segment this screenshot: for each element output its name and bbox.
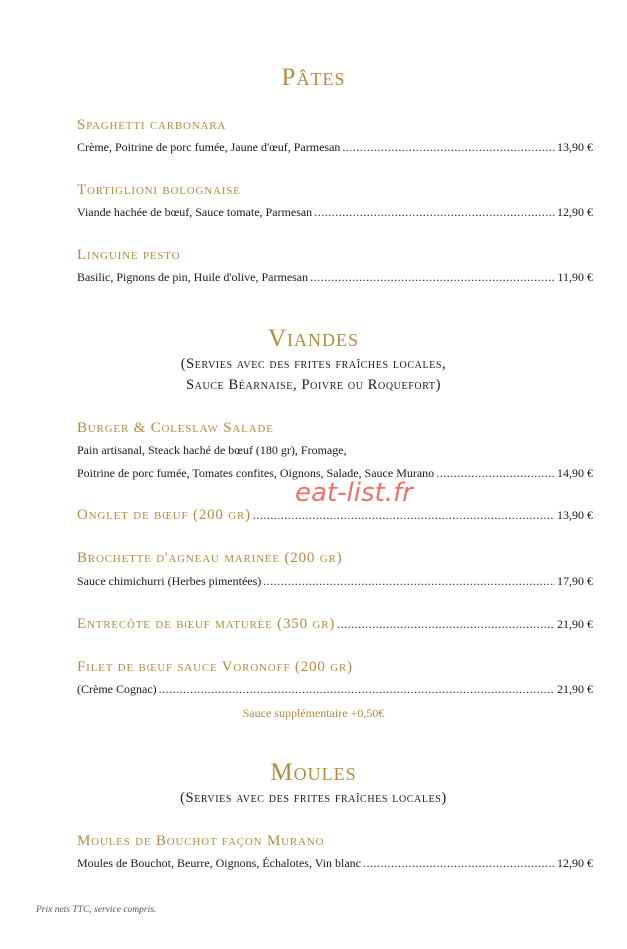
dish-price: 17,90 €	[557, 574, 593, 588]
dish-price: 11,90 €	[557, 270, 593, 284]
sauce-extra-note: Sauce supplémentaire +0,50€	[242, 706, 385, 720]
dot-leader	[314, 205, 555, 220]
section-note-viandes-2: Sauce Béarnaise, Poivre ou Roquefort)	[185, 377, 442, 393]
dish-line-entrecote	[77, 616, 593, 633]
dish-price: 14,90 €	[557, 466, 593, 480]
dish-name-burger: Burger & Coleslaw Salade	[77, 420, 274, 436]
section-note-moules: (Servies avec des frites fraîches locales)	[180, 790, 447, 806]
dot-leader	[310, 270, 555, 285]
dot-leader	[363, 856, 555, 871]
dish-name-tortiglioni: Tortiglioni bolognaise	[77, 182, 241, 198]
dish-price: 13,90 €	[557, 508, 593, 522]
dish-line-filet	[77, 682, 593, 697]
dish-description: Poitrine de porc fumée, Tomates confites, Oignons, Salade, Sauce Murano	[77, 466, 435, 480]
dish-line-spaghetti	[77, 140, 593, 155]
dish-name-entrecote: Entrecôte de bœuf maturée (350 gr)	[77, 616, 336, 632]
dish-name-linguine: Linguine pesto	[77, 247, 181, 263]
dish-line-linguine	[77, 270, 593, 285]
section-title-viandes: Viandes	[267, 325, 360, 352]
section-title-moules: Moules	[270, 759, 357, 786]
dish-description-burger-1: Pain artisanal, Steack haché de bœuf (180 gr), Fromage,	[77, 443, 347, 457]
dish-line-tortiglioni	[77, 205, 593, 220]
footer-note: Prix nets TTC, service compris.	[36, 905, 157, 915]
dish-name-spaghetti: Spaghetti carbonara	[77, 117, 227, 133]
dot-leader	[263, 574, 555, 589]
dish-price: 13,90 €	[557, 140, 593, 154]
dish-name-filet: Filet de bœuf sauce Voronoff (200 gr)	[77, 659, 353, 675]
watermark: eat-list.fr	[295, 478, 413, 508]
section-note-viandes-1: (Servies avec des frites fraîches locales,	[180, 356, 447, 372]
dot-leader	[159, 682, 555, 697]
dish-description: Moules de Bouchot, Beurre, Oignons, Échalotes, Vin blanc	[77, 856, 362, 870]
dot-leader	[436, 466, 555, 481]
dish-line-moules-bouchot	[77, 856, 593, 871]
dish-price: 12,90 €	[557, 856, 593, 870]
dot-leader	[342, 140, 555, 155]
dish-name-brochette: Brochette d'agneau marinée (200 gr)	[77, 550, 343, 566]
dish-line-onglet	[77, 507, 593, 524]
dish-price: 12,90 €	[557, 205, 593, 219]
dish-description: Basilic, Pignons de pin, Huile d'olive, Parmesan	[77, 270, 309, 284]
dish-name-moules-bouchot: Moules de Bouchot façon Murano	[77, 833, 325, 849]
section-title-pates: Pâtes	[281, 64, 346, 91]
dish-description: Crème, Poitrine de porc fumée, Jaune d'œuf, Parmesan	[77, 140, 341, 154]
dish-description: Viande hachée de bœuf, Sauce tomate, Parmesan	[77, 205, 313, 219]
dish-description: Sauce chimichurri (Herbes pimentées)	[77, 574, 262, 588]
dish-name-onglet: Onglet de bœuf (200 gr)	[77, 507, 251, 523]
dish-line-brochette	[77, 574, 593, 589]
dot-leader	[337, 617, 555, 632]
dish-description: (Crème Cognac)	[77, 682, 157, 696]
dish-price: 21,90 €	[557, 682, 593, 696]
dot-leader	[253, 508, 555, 523]
dish-price: 21,90 €	[557, 617, 593, 631]
